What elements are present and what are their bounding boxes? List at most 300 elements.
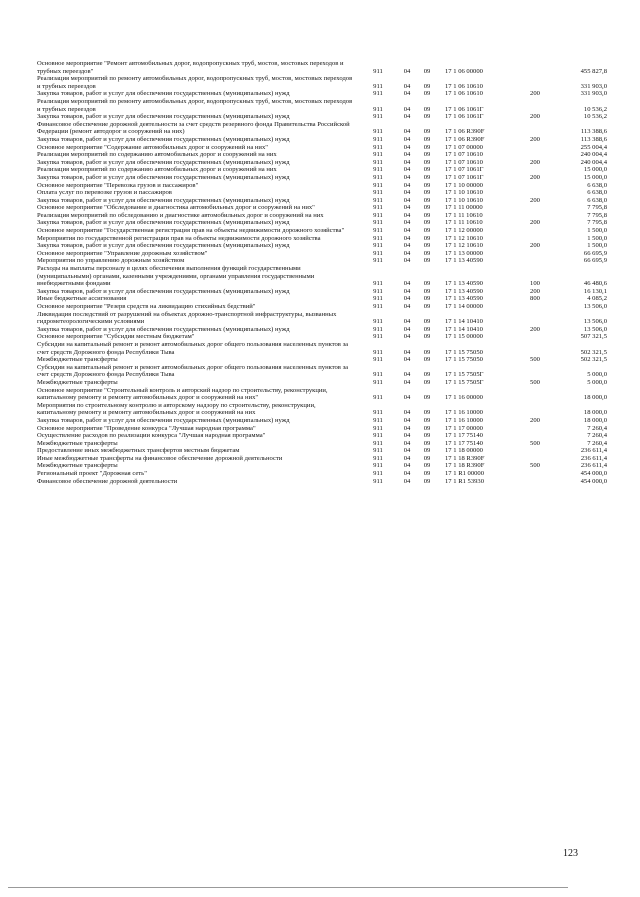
target-article-code: 17 1 12 10610 bbox=[445, 234, 483, 242]
table-row bbox=[37, 182, 607, 190]
subsection-code: 09 bbox=[423, 173, 431, 181]
subsection-code: 09 bbox=[423, 287, 431, 295]
section-code: 04 bbox=[403, 234, 411, 242]
target-article-code: 17 1 14 10410 bbox=[445, 325, 483, 333]
subsection-code: 09 bbox=[423, 371, 431, 379]
subsection-code: 09 bbox=[423, 82, 431, 90]
expense-type-code: 200 bbox=[530, 242, 540, 250]
amount: 1 500,0 bbox=[587, 234, 607, 242]
subsection-code: 09 bbox=[423, 318, 431, 326]
row-name: Закупка товаров, работ и услуг для обеспечения государственных (муниципальных) нужд bbox=[37, 135, 290, 143]
row-name: Основное мероприятие "Управление дорожным хозяйством" bbox=[37, 249, 208, 257]
section-code: 04 bbox=[403, 333, 411, 341]
table-row bbox=[37, 159, 607, 167]
ministry-code: 911 bbox=[373, 348, 383, 356]
section-code: 04 bbox=[403, 416, 411, 424]
section-code: 04 bbox=[403, 227, 411, 235]
ministry-code: 911 bbox=[373, 318, 383, 326]
table-row bbox=[37, 174, 607, 182]
amount: 502 321,5 bbox=[580, 356, 607, 364]
table-row bbox=[37, 417, 607, 425]
ministry-code: 911 bbox=[373, 454, 383, 462]
page-number: 123 bbox=[563, 848, 578, 859]
target-article-code: 17 1 15 7505Г bbox=[445, 378, 484, 386]
ministry-code: 911 bbox=[373, 143, 383, 151]
table-row bbox=[37, 364, 607, 379]
section-code: 04 bbox=[403, 439, 411, 447]
subsection-code: 09 bbox=[423, 325, 431, 333]
table-row bbox=[37, 326, 607, 334]
table-row bbox=[37, 440, 607, 448]
target-article-code: 17 1 06 00000 bbox=[445, 67, 483, 75]
expense-type-code: 200 bbox=[530, 196, 540, 204]
amount: 15 000,0 bbox=[583, 173, 607, 181]
expense-type-code: 200 bbox=[530, 416, 540, 424]
section-code: 04 bbox=[403, 356, 411, 364]
section-code: 04 bbox=[403, 280, 411, 288]
section-code: 04 bbox=[403, 82, 411, 90]
table-row bbox=[37, 197, 607, 205]
row-name: Оплата услуг по перевозке грузов и пассажиров bbox=[37, 189, 172, 197]
section-code: 04 bbox=[403, 257, 411, 265]
target-article-code: 17 1 10 10610 bbox=[445, 189, 483, 197]
table-row bbox=[37, 136, 607, 144]
row-name: Основное мероприятие "Перевозка грузов и пассажиров" bbox=[37, 181, 199, 189]
ministry-code: 911 bbox=[373, 462, 383, 470]
target-article-code: 17 1 06 10610 bbox=[445, 82, 483, 90]
amount: 6 638,0 bbox=[587, 181, 607, 189]
amount: 236 611,4 bbox=[580, 454, 607, 462]
table-row bbox=[37, 455, 607, 463]
amount: 454 000,0 bbox=[580, 470, 607, 478]
amount: 10 536,2 bbox=[583, 113, 607, 121]
row-name: Финансовое обеспечение дорожной деятельности bbox=[37, 477, 178, 485]
amount: 113 388,6 bbox=[580, 135, 607, 143]
subsection-code: 09 bbox=[423, 166, 431, 174]
subsection-code: 09 bbox=[423, 454, 431, 462]
expense-type-code: 500 bbox=[530, 439, 540, 447]
section-code: 04 bbox=[403, 432, 411, 440]
row-name: Иные бюджетные ассигнования bbox=[37, 295, 127, 303]
section-code: 04 bbox=[403, 204, 411, 212]
row-name: Региональный проект "Дорожная сеть" bbox=[37, 470, 147, 478]
row-name: Закупка товаров, работ и услуг для обеспечения государственных (муниципальных) нужд bbox=[37, 90, 290, 98]
section-code: 04 bbox=[403, 409, 411, 417]
footer-rule bbox=[8, 887, 568, 888]
target-article-code: 17 1 14 10410 bbox=[445, 318, 483, 326]
expense-type-code: 500 bbox=[530, 378, 540, 386]
amount: 4 085,2 bbox=[587, 295, 607, 303]
target-article-code: 17 1 13 40590 bbox=[445, 295, 483, 303]
ministry-code: 911 bbox=[373, 219, 383, 227]
amount: 7 260,4 bbox=[587, 439, 607, 447]
target-article-code: 17 1 12 00000 bbox=[445, 227, 483, 235]
subsection-code: 09 bbox=[423, 409, 431, 417]
expense-type-code: 200 bbox=[530, 287, 540, 295]
target-article-code: 17 1 11 00000 bbox=[445, 204, 483, 212]
expense-type-code: 100 bbox=[530, 280, 540, 288]
ministry-code: 911 bbox=[373, 280, 383, 288]
section-code: 04 bbox=[403, 189, 411, 197]
amount: 7 795,8 bbox=[587, 204, 607, 212]
target-article-code: 17 1 13 40590 bbox=[445, 287, 483, 295]
ministry-code: 911 bbox=[373, 242, 383, 250]
amount: 236 611,4 bbox=[580, 462, 607, 470]
amount: 7 260,4 bbox=[587, 432, 607, 440]
ministry-code: 911 bbox=[373, 477, 383, 485]
table-row bbox=[37, 311, 607, 326]
table-row bbox=[37, 478, 607, 486]
subsection-code: 09 bbox=[423, 113, 431, 121]
subsection-code: 09 bbox=[423, 257, 431, 265]
section-code: 04 bbox=[403, 166, 411, 174]
table-row bbox=[37, 402, 607, 417]
row-name: Закупка товаров, работ и услуг для обеспечения государственных (муниципальных) нужд bbox=[37, 113, 290, 121]
ministry-code: 911 bbox=[373, 287, 383, 295]
table-row bbox=[37, 144, 607, 152]
section-code: 04 bbox=[403, 67, 411, 75]
target-article-code: 17 1 07 1061Г bbox=[445, 173, 484, 181]
amount: 66 695,9 bbox=[583, 249, 607, 257]
subsection-code: 09 bbox=[423, 424, 431, 432]
row-name: Закупка товаров, работ и услуг для обеспечения государственных (муниципальных) нужд bbox=[37, 173, 290, 181]
section-code: 04 bbox=[403, 219, 411, 227]
subsection-code: 09 bbox=[423, 432, 431, 440]
amount: 5 000,0 bbox=[587, 378, 607, 386]
table-row bbox=[37, 219, 607, 227]
ministry-code: 911 bbox=[373, 416, 383, 424]
row-name: Закупка товаров, работ и услуг для обеспечения государственных (муниципальных) нужд bbox=[37, 325, 290, 333]
row-name: Закупка товаров, работ и услуг для обеспечения государственных (муниципальных) нужд bbox=[37, 196, 290, 204]
expense-type-code: 200 bbox=[530, 325, 540, 333]
section-code: 04 bbox=[403, 242, 411, 250]
section-code: 04 bbox=[403, 325, 411, 333]
subsection-code: 09 bbox=[423, 447, 431, 455]
expense-type-code: 500 bbox=[530, 462, 540, 470]
ministry-code: 911 bbox=[373, 409, 383, 417]
table-row bbox=[37, 425, 607, 433]
ministry-code: 911 bbox=[373, 82, 383, 90]
table-row bbox=[37, 166, 607, 174]
subsection-code: 09 bbox=[423, 416, 431, 424]
ministry-code: 911 bbox=[373, 67, 383, 75]
row-name: Основное мероприятие "Ремонт автомобильных дорог, водопропускных труб, мостов, мостовых переходов и трубных переездов" bbox=[37, 60, 344, 75]
target-article-code: 17 1 12 10610 bbox=[445, 242, 483, 250]
section-code: 04 bbox=[403, 378, 411, 386]
target-article-code: 17 1 06 1061Г bbox=[445, 113, 484, 121]
section-code: 04 bbox=[403, 211, 411, 219]
section-code: 04 bbox=[403, 151, 411, 159]
row-name: Финансовое обеспечение дорожной деятельности за счет средств резервного фонда Правительства Российской Федерации (ремонт автодорог и сооружений на них) bbox=[37, 120, 350, 136]
subsection-code: 09 bbox=[423, 348, 431, 356]
amount: 1 500,0 bbox=[587, 227, 607, 235]
subsection-code: 09 bbox=[423, 470, 431, 478]
ministry-code: 911 bbox=[373, 424, 383, 432]
section-code: 04 bbox=[403, 303, 411, 310]
target-article-code: 17 1 10 00000 bbox=[445, 181, 483, 189]
subsection-code: 09 bbox=[423, 227, 431, 235]
row-name: Основное мероприятие "Строительный контроль и авторский надзор по строительству, реконструкции, капитальному ремонту и ремонту автомобильных дорог и сооружений на них" bbox=[37, 386, 328, 402]
subsection-code: 09 bbox=[423, 143, 431, 151]
table-row bbox=[37, 212, 607, 220]
table-row bbox=[37, 257, 607, 265]
subsection-code: 09 bbox=[423, 356, 431, 364]
target-article-code: 17 1 13 00000 bbox=[445, 249, 483, 257]
subsection-code: 09 bbox=[423, 211, 431, 219]
amount: 454 000,0 bbox=[580, 477, 607, 485]
row-name: Основное мероприятие "Проведение конкурса "Лучшая народная программа" bbox=[37, 424, 256, 432]
subsection-code: 09 bbox=[423, 249, 431, 257]
table-row bbox=[37, 98, 607, 113]
amount: 18 000,0 bbox=[583, 409, 607, 417]
row-name: Мероприятия по государственной регистрации прав на объекты недвижимости дорожного хозяйства bbox=[37, 234, 321, 242]
row-name: Основное мероприятие "Государственная регистрация прав на объекты недвижимости дорожного хозяйства" bbox=[37, 227, 345, 235]
expense-type-code: 200 bbox=[530, 219, 540, 227]
target-article-code: 17 1 06 10610 bbox=[445, 90, 483, 98]
row-name: Основное мероприятие "Субсидии местным бюджетам" bbox=[37, 333, 195, 341]
row-name: Межбюджетные трансферты bbox=[37, 356, 118, 364]
table-row bbox=[37, 379, 607, 387]
section-code: 04 bbox=[403, 394, 411, 402]
ministry-code: 911 bbox=[373, 189, 383, 197]
ministry-code: 911 bbox=[373, 325, 383, 333]
subsection-code: 09 bbox=[423, 219, 431, 227]
ministry-code: 911 bbox=[373, 371, 383, 379]
subsection-code: 09 bbox=[423, 378, 431, 386]
table-row bbox=[37, 189, 607, 197]
ministry-code: 911 bbox=[373, 234, 383, 242]
amount: 15 000,0 bbox=[583, 166, 607, 174]
section-code: 04 bbox=[403, 128, 411, 136]
ministry-code: 911 bbox=[373, 439, 383, 447]
amount: 1 500,0 bbox=[587, 242, 607, 250]
row-name: Закупка товаров, работ и услуг для обеспечения государственных (муниципальных) нужд bbox=[37, 242, 290, 250]
row-name: Основное мероприятие "Обследование и диагностика автомобильных дорог и сооружений на них" bbox=[37, 204, 315, 212]
section-code: 04 bbox=[403, 181, 411, 189]
subsection-code: 09 bbox=[423, 196, 431, 204]
expense-type-code: 200 bbox=[530, 158, 540, 166]
row-name: Реализация мероприятий по ремонту автомобильных дорог, водопропускных труб, мостов, мостовых переходов и трубных переездов bbox=[37, 97, 353, 113]
target-article-code: 17 1 17 75140 bbox=[445, 439, 483, 447]
ministry-code: 911 bbox=[373, 128, 383, 136]
target-article-code: 17 1 11 10610 bbox=[445, 219, 483, 227]
amount: 331 903,0 bbox=[580, 82, 607, 90]
table-row bbox=[37, 387, 607, 402]
target-article-code: 17 1 16 10000 bbox=[445, 416, 483, 424]
ministry-code: 911 bbox=[373, 135, 383, 143]
subsection-code: 09 bbox=[423, 90, 431, 98]
section-code: 04 bbox=[403, 90, 411, 98]
subsection-code: 09 bbox=[423, 462, 431, 470]
amount: 18 000,0 bbox=[583, 416, 607, 424]
amount: 16 130,1 bbox=[583, 287, 607, 295]
ministry-code: 911 bbox=[373, 204, 383, 212]
amount: 13 506,0 bbox=[583, 303, 607, 310]
section-code: 04 bbox=[403, 477, 411, 485]
target-article-code: 17 1 R1 53930 bbox=[445, 477, 485, 485]
ministry-code: 911 bbox=[373, 303, 383, 310]
ministry-code: 911 bbox=[373, 333, 383, 341]
subsection-code: 09 bbox=[423, 333, 431, 341]
ministry-code: 911 bbox=[373, 432, 383, 440]
ministry-code: 911 bbox=[373, 211, 383, 219]
amount: 7 795,8 bbox=[587, 211, 607, 219]
target-article-code: 17 1 13 40590 bbox=[445, 257, 483, 265]
amount: 13 506,0 bbox=[583, 325, 607, 333]
row-name: Ликвидация последствий от разрушений на объектах дорожно-транспортной инфраструктуры, вызванных гидрометеорологическими условиями bbox=[37, 310, 337, 326]
expense-type-code: 200 bbox=[530, 173, 540, 181]
table-row bbox=[37, 121, 607, 136]
amount: 455 827,8 bbox=[580, 67, 607, 75]
target-article-code: 17 1 15 00000 bbox=[445, 333, 483, 341]
subsection-code: 09 bbox=[423, 477, 431, 485]
target-article-code: 17 1 06 R390F bbox=[445, 128, 485, 136]
row-name: Предоставление иных межбюджетных трансфертов местным бюджетам bbox=[37, 447, 240, 455]
table-row bbox=[37, 250, 607, 258]
amount: 46 480,6 bbox=[583, 280, 607, 288]
amount: 240 004,4 bbox=[580, 151, 607, 159]
amount: 240 004,4 bbox=[580, 158, 607, 166]
row-name: Межбюджетные трансферты bbox=[37, 462, 118, 470]
section-code: 04 bbox=[403, 135, 411, 143]
table-row bbox=[37, 447, 607, 455]
target-article-code: 17 1 10 10610 bbox=[445, 196, 483, 204]
section-code: 04 bbox=[403, 158, 411, 166]
row-name: Закупка товаров, работ и услуг для обеспечения государственных (муниципальных) нужд bbox=[37, 416, 290, 424]
row-name: Межбюджетные трансферты bbox=[37, 439, 118, 447]
table-row bbox=[37, 432, 607, 440]
table-row bbox=[37, 265, 607, 288]
amount: 10 536,2 bbox=[583, 105, 607, 113]
subsection-code: 09 bbox=[423, 105, 431, 113]
target-article-code: 17 1 06 R390F bbox=[445, 135, 485, 143]
table-row bbox=[37, 151, 607, 159]
target-article-code: 17 1 13 40590 bbox=[445, 280, 483, 288]
target-article-code: 17 1 06 1061Г bbox=[445, 105, 484, 113]
section-code: 04 bbox=[403, 173, 411, 181]
section-code: 04 bbox=[403, 196, 411, 204]
budget-table bbox=[37, 60, 607, 485]
section-code: 04 bbox=[403, 424, 411, 432]
row-name: Субсидии на капитальный ремонт и ремонт автомобильных дорог общего пользования населенных пунктов за счет средств Дорожного фонда Республики Тыва bbox=[37, 340, 349, 356]
target-article-code: 17 1 R1 00000 bbox=[445, 470, 485, 478]
expense-type-code: 500 bbox=[530, 356, 540, 364]
row-name: Мероприятия по управлению дорожным хозяйством bbox=[37, 257, 185, 265]
target-article-code: 17 1 11 10610 bbox=[445, 211, 483, 219]
amount: 507 321,5 bbox=[580, 333, 607, 341]
subsection-code: 09 bbox=[423, 303, 431, 310]
subsection-code: 09 bbox=[423, 234, 431, 242]
target-article-code: 17 1 07 10610 bbox=[445, 151, 483, 159]
row-name: Реализация мероприятий по содержанию автомобильных дорог и сооружений на них bbox=[37, 151, 277, 159]
target-article-code: 17 1 18 R390F bbox=[445, 454, 485, 462]
target-article-code: 17 1 07 10610 bbox=[445, 158, 483, 166]
expense-type-code: 800 bbox=[530, 295, 540, 303]
target-article-code: 17 1 07 1061Г bbox=[445, 166, 484, 174]
ministry-code: 911 bbox=[373, 470, 383, 478]
section-code: 04 bbox=[403, 371, 411, 379]
row-name: Реализация мероприятий по ремонту автомобильных дорог, водопропускных труб, мостов, мостовых переходов и трубных переездов bbox=[37, 75, 353, 90]
row-name: Основное мероприятие "Содержание автомобильных дорог и сооружений на них" bbox=[37, 143, 268, 151]
amount: 331 903,0 bbox=[580, 90, 607, 98]
table-row bbox=[37, 60, 607, 75]
row-name: Реализация мероприятий по обследованию и диагностике автомобильных дорог и сооружений на них bbox=[37, 211, 324, 219]
ministry-code: 911 bbox=[373, 90, 383, 98]
ministry-code: 911 bbox=[373, 151, 383, 159]
table-row bbox=[37, 470, 607, 478]
table-row bbox=[37, 227, 607, 235]
subsection-code: 09 bbox=[423, 280, 431, 288]
expense-type-code: 200 bbox=[530, 135, 540, 143]
target-article-code: 17 1 07 00000 bbox=[445, 143, 483, 151]
table-row bbox=[37, 204, 607, 212]
subsection-code: 09 bbox=[423, 128, 431, 136]
section-code: 04 bbox=[403, 295, 411, 303]
amount: 7 795,8 bbox=[587, 219, 607, 227]
subsection-code: 09 bbox=[423, 67, 431, 75]
table-row bbox=[37, 75, 607, 90]
ministry-code: 911 bbox=[373, 173, 383, 181]
ministry-code: 911 bbox=[373, 249, 383, 257]
row-name: Межбюджетные трансферты bbox=[37, 378, 118, 386]
amount: 113 388,6 bbox=[580, 128, 607, 136]
amount: 7 260,4 bbox=[587, 424, 607, 432]
amount: 6 638,0 bbox=[587, 196, 607, 204]
ministry-code: 911 bbox=[373, 257, 383, 265]
section-code: 04 bbox=[403, 143, 411, 151]
ministry-code: 911 bbox=[373, 378, 383, 386]
subsection-code: 09 bbox=[423, 204, 431, 212]
target-article-code: 17 1 18 R390F bbox=[445, 462, 485, 470]
section-code: 04 bbox=[403, 113, 411, 121]
subsection-code: 09 bbox=[423, 394, 431, 402]
amount: 502 321,5 bbox=[580, 348, 607, 356]
table-row bbox=[37, 113, 607, 121]
row-name: Закупка товаров, работ и услуг для обеспечения государственных (муниципальных) нужд bbox=[37, 287, 290, 295]
row-name: Реализация мероприятий по содержанию автомобильных дорог и сооружений на них bbox=[37, 166, 277, 174]
table-row bbox=[37, 462, 607, 470]
section-code: 04 bbox=[403, 462, 411, 470]
expense-type-code: 200 bbox=[530, 90, 540, 98]
section-code: 04 bbox=[403, 249, 411, 257]
table-row bbox=[37, 303, 607, 311]
amount: 255 004,4 bbox=[580, 143, 607, 151]
section-code: 04 bbox=[403, 454, 411, 462]
subsection-code: 09 bbox=[423, 242, 431, 250]
target-article-code: 17 1 16 10000 bbox=[445, 409, 483, 417]
table-row bbox=[37, 341, 607, 356]
table-row bbox=[37, 90, 607, 98]
ministry-code: 911 bbox=[373, 113, 383, 121]
subsection-code: 09 bbox=[423, 189, 431, 197]
target-article-code: 17 1 16 00000 bbox=[445, 394, 483, 402]
ministry-code: 911 bbox=[373, 166, 383, 174]
table-row bbox=[37, 242, 607, 250]
row-name: Основное мероприятие "Резерв средств на ликвидацию стихийных бедствий" bbox=[37, 303, 256, 310]
ministry-code: 911 bbox=[373, 227, 383, 235]
section-code: 04 bbox=[403, 287, 411, 295]
subsection-code: 09 bbox=[423, 158, 431, 166]
subsection-code: 09 bbox=[423, 295, 431, 303]
subsection-code: 09 bbox=[423, 439, 431, 447]
target-article-code: 17 1 14 00000 bbox=[445, 303, 483, 310]
section-code: 04 bbox=[403, 470, 411, 478]
amount: 66 695,9 bbox=[583, 257, 607, 265]
table-row bbox=[37, 295, 607, 303]
target-article-code: 17 1 18 00000 bbox=[445, 447, 483, 455]
target-article-code: 17 1 15 7505Г bbox=[445, 371, 484, 379]
table-row bbox=[37, 288, 607, 296]
